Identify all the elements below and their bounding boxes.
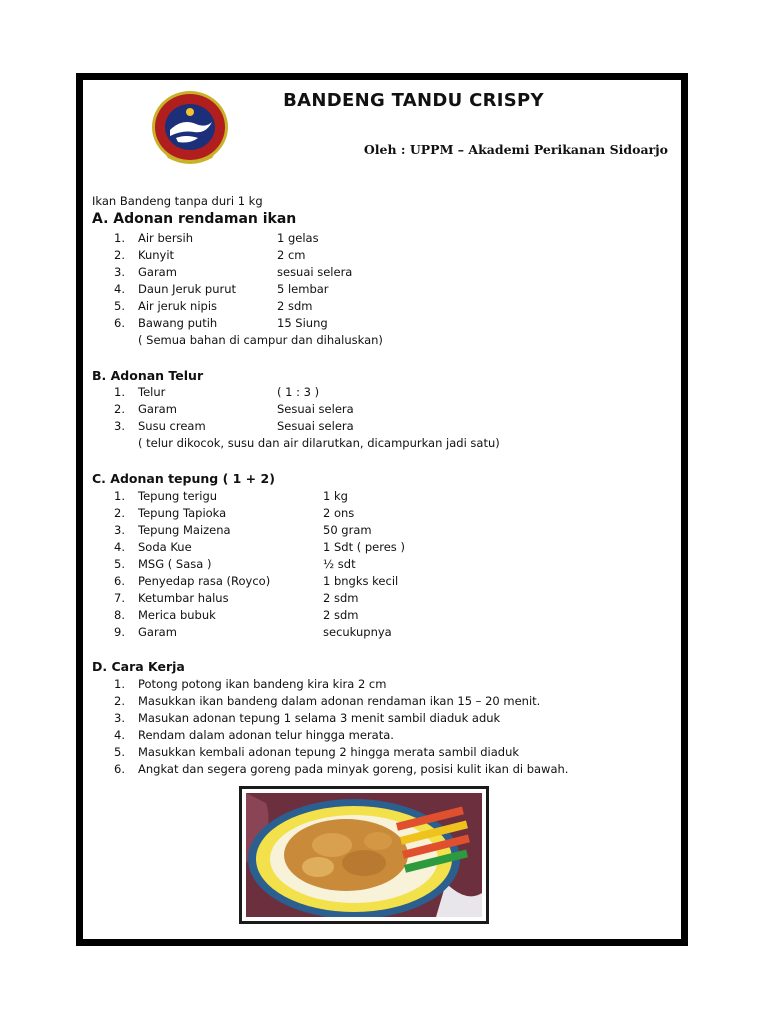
intro-text: Ikan Bandeng tanpa duri 1 kg xyxy=(92,194,263,208)
item-number: 8. xyxy=(114,608,125,622)
ingredient-name: Kunyit xyxy=(138,248,175,262)
ingredient-qty: secukupnya xyxy=(323,625,392,639)
ingredient-qty: 2 ons xyxy=(323,506,355,520)
item-number: 6. xyxy=(114,316,125,330)
ingredient-name: Ketumbar halus xyxy=(138,591,229,605)
ingredient-qty: sesuai selera xyxy=(277,265,353,279)
section-note: ( Semua bahan di campur dan dihaluskan) xyxy=(138,333,383,347)
ingredient-qty: 5 lembar xyxy=(277,282,329,296)
step-text: Masukkan kembali adonan tepung 2 hingga merata sambil diaduk xyxy=(138,745,520,759)
ingredient-name: Soda Kue xyxy=(138,540,192,554)
item-number: 2. xyxy=(114,402,125,416)
item-number: 9. xyxy=(114,625,125,639)
ingredient-name: Bawang putih xyxy=(138,316,218,330)
ingredient-qty: Sesuai selera xyxy=(277,402,354,416)
item-number: 6. xyxy=(114,574,125,588)
step-text: Angkat dan segera goreng pada minyak goreng, posisi kulit ikan di bawah. xyxy=(138,762,569,776)
item-number: 4. xyxy=(114,282,125,296)
item-number: 5. xyxy=(114,557,125,571)
item-number: 3. xyxy=(114,523,125,537)
ingredient-name: Air jeruk nipis xyxy=(138,299,218,313)
ingredient-qty: 1 bngks kecil xyxy=(323,574,399,588)
ingredient-name: Daun Jeruk purut xyxy=(138,282,237,296)
section-heading-a: A. Adonan rendaman ikan xyxy=(92,211,297,227)
ingredient-qty: ½ sdt xyxy=(323,557,356,571)
dish-photo xyxy=(239,786,489,924)
item-number: 3. xyxy=(114,419,125,433)
step-number: 5. xyxy=(114,745,125,759)
item-number: 1. xyxy=(114,489,125,503)
ingredient-qty: 50 gram xyxy=(323,523,372,537)
step-text: Masukan adonan tepung 1 selama 3 menit sambil diaduk aduk xyxy=(138,711,501,725)
ingredient-qty: 1 gelas xyxy=(277,231,319,245)
ingredient-name: MSG ( Sasa ) xyxy=(138,557,212,571)
ingredient-qty: 2 sdm xyxy=(277,299,313,313)
section-heading-d: D. Cara Kerja xyxy=(92,659,185,674)
item-number: 2. xyxy=(114,248,125,262)
item-number: 7. xyxy=(114,591,125,605)
step-number: 6. xyxy=(114,762,125,776)
item-number: 3. xyxy=(114,265,125,279)
section-note: ( telur dikocok, susu dan air dilarutkan, dicampurkan jadi satu) xyxy=(138,436,500,450)
ingredient-name: Garam xyxy=(138,265,177,279)
step-number: 2. xyxy=(114,694,125,708)
item-number: 2. xyxy=(114,506,125,520)
ingredient-name: Garam xyxy=(138,625,177,639)
step-text: Potong potong ikan bandeng kira kira 2 cm xyxy=(138,677,387,691)
section-heading-c: C. Adonan tepung ( 1 + 2) xyxy=(92,471,275,486)
step-number: 4. xyxy=(114,728,125,742)
recipe-title: BANDENG TANDU CRISPY xyxy=(283,90,544,111)
ingredient-qty: 1 Sdt ( peres ) xyxy=(323,540,405,554)
step-number: 3. xyxy=(114,711,125,725)
ingredient-name: Air bersih xyxy=(138,231,194,245)
step-text: Masukkan ikan bandeng dalam adonan rendaman ikan 15 – 20 menit. xyxy=(138,694,541,708)
ingredient-name: Garam xyxy=(138,402,177,416)
ingredient-name: Merica bubuk xyxy=(138,608,216,622)
item-number: 1. xyxy=(114,385,125,399)
ingredient-qty: 15 Siung xyxy=(277,316,328,330)
ingredient-qty: 2 sdm xyxy=(323,591,359,605)
ingredient-name: Tepung Maizena xyxy=(138,523,231,537)
ingredient-name: Telur xyxy=(138,385,166,399)
ingredient-qty: 2 sdm xyxy=(323,608,359,622)
ingredient-qty: Sesuai selera xyxy=(277,419,354,433)
ingredient-name: Susu cream xyxy=(138,419,206,433)
ingredient-name: Tepung Tapioka xyxy=(138,506,227,520)
step-text: Rendam dalam adonan telur hingga merata. xyxy=(138,728,394,742)
item-number: 1. xyxy=(114,231,125,245)
ingredient-name: Penyedap rasa (Royco) xyxy=(138,574,271,588)
academy-logo xyxy=(150,88,230,166)
ingredient-name: Tepung terigu xyxy=(138,489,218,503)
ingredient-qty: ( 1 : 3 ) xyxy=(277,385,320,399)
author-line: Oleh : UPPM – Akademi Perikanan Sidoarjo xyxy=(363,142,668,157)
step-number: 1. xyxy=(114,677,125,691)
item-number: 5. xyxy=(114,299,125,313)
ingredient-qty: 2 cm xyxy=(277,248,306,262)
item-number: 4. xyxy=(114,540,125,554)
ingredient-qty: 1 kg xyxy=(323,489,348,503)
section-heading-b: B. Adonan Telur xyxy=(92,368,204,383)
